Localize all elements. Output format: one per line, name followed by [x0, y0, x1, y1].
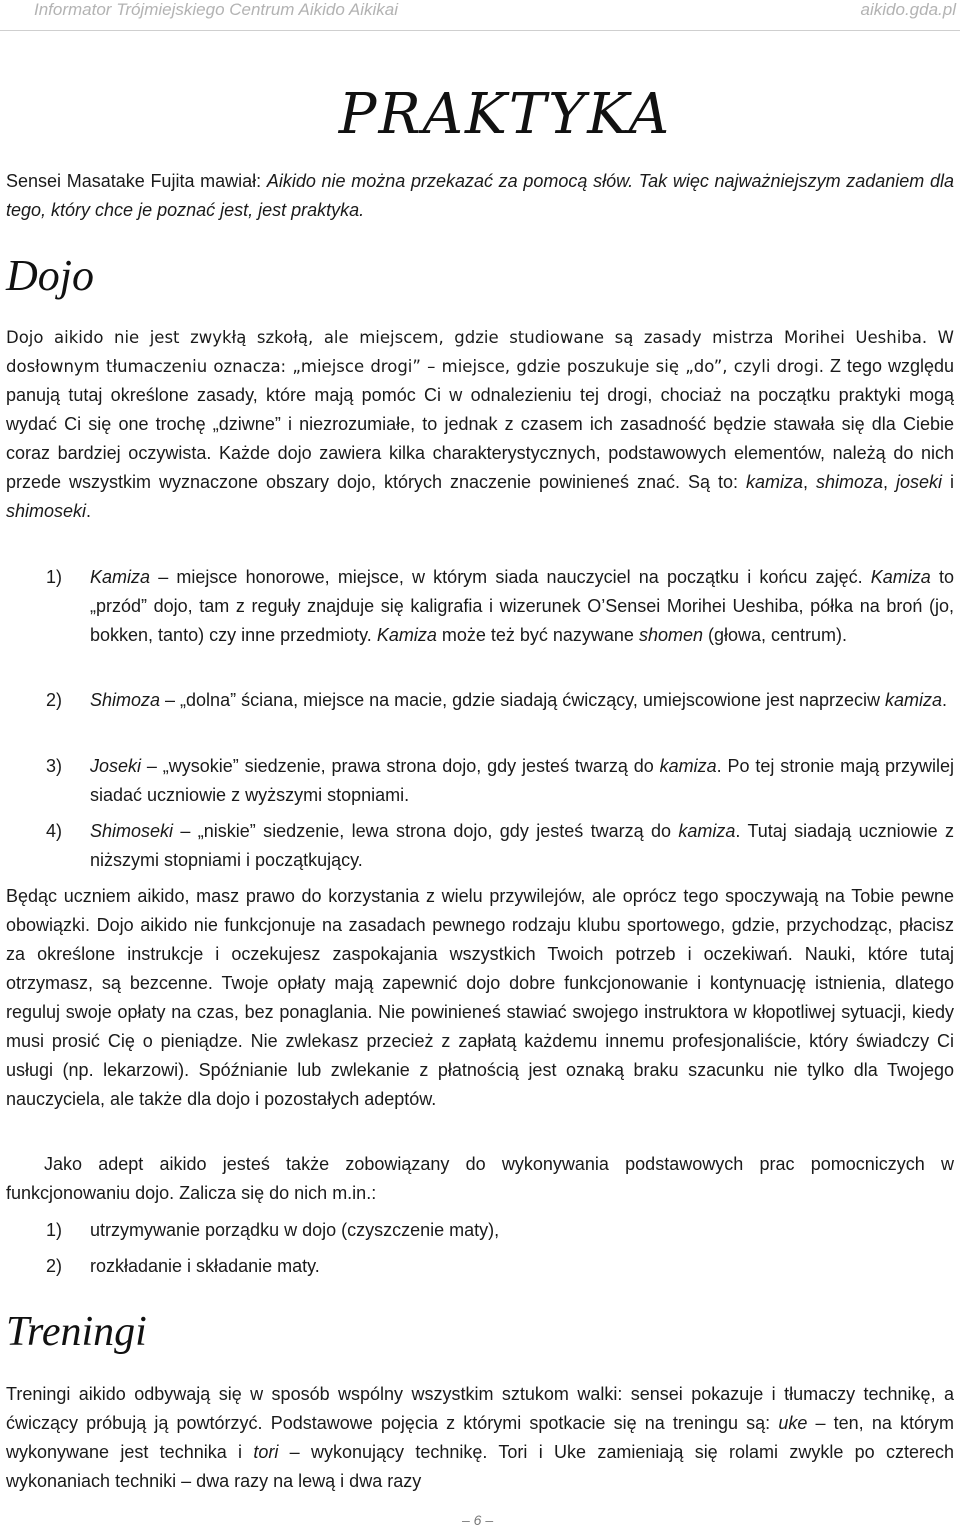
area-item-kamiza [46, 563, 954, 650]
list-number: 3) [46, 756, 63, 776]
term: kamiza [885, 690, 943, 710]
treningi-text: Treningi aikido odbywają się w sposób wspólny wszystkim sztukom walki: sensei pokazuje i tłumaczy technikę, a ćwiczący próbują ją powtórzyć. Podstawowe pojęcia z którymi spotkacie się na treningu są: [6, 1384, 954, 1433]
list-text: . [942, 690, 948, 710]
separator: i [942, 472, 954, 492]
term: Kamiza [870, 567, 931, 587]
term: kamiza [659, 756, 717, 776]
area-item-shimoseki [46, 817, 954, 875]
term: shomen [638, 625, 703, 645]
intro-text: Sensei Masatake Fujita mawiał: [6, 171, 267, 191]
list-body: rozkładanie i składanie maty. [90, 1256, 320, 1276]
intro-quote: Aikido nie można przekazać za pomocą słów. Tak więc najważniejszym zadaniem dla tego, który chce je poznać jest, jest praktyka. [6, 171, 954, 220]
list-body [90, 752, 954, 810]
area-item-joseki [46, 752, 954, 810]
treningi-text: – ten, na którym wykonywane jest technika i [6, 1413, 955, 1462]
treningi-text: – wykonujący technikę. Tori i Uke zamieniają się rolami zwykle po czterech wykonaniach techniki – dwa razy na lewą i dwa razy [6, 1442, 955, 1491]
intro-paragraph [6, 167, 954, 225]
term: Kamiza [376, 625, 437, 645]
term: Kamiza [90, 567, 151, 587]
term: Shimoseki [90, 821, 174, 841]
list-text: – „dolna” ściana, miejsce na macie, gdzie siadają ćwiczący, umiejscowione jest naprzeciw [160, 690, 886, 710]
area-item-shimoza [46, 686, 954, 715]
duties-paragraph: Będąc uczniem aikido, masz prawo do korzystania z wielu przywilejów, ale oprócz tego spoczywają na Tobie pewne obowiązki. Dojo aikido nie funkcjonuje na zasadach pewnego rodzaju klubu sportowego, gdzie, przychodząc, płacisz za określone instrukcje i oczekujesz zaspokajania wszystkich Twoich potrzeb i oczekiwań. Nauki, które tutaj otrzymasz, są bezcenne. Twoje opłaty mają zapewnić dojo dobre funkcjonowanie i kontynuację istnienia, dlatego reguluj swoje opłaty na czas, bez ponaglania. Nie powinieneś stawiać swojego instruktora w kłopotliwej sytuacji, kiedy musi prosić Cię o pieniądze. Nie zwlekasz przecież z zapłatą każdemu innemu profesjonaliście, który świadczy Ci usługi (np. lekarzowi). Spóźnianie lub zwlekanie z płatnością jest oznaką braku szacunku nie tylko dla Twojego nauczyciela, ale także dla dojo i pozostałych adeptów. [6, 886, 954, 1109]
list-text: może też być nazywane [436, 625, 639, 645]
page-number: – 6 – [462, 1512, 494, 1528]
term-uke: uke [778, 1413, 808, 1433]
list-number: 1) [46, 1220, 63, 1240]
section-heading-treningi: Treningi [6, 1309, 147, 1355]
term-kamiza: kamiza [745, 472, 803, 492]
term-shimoseki: shimoseki [6, 501, 87, 521]
section-heading-dojo: Dojo [6, 251, 94, 300]
header-publication-title: Informator Trójmiejskiego Centrum Aikido Aikikai [34, 0, 399, 19]
term-tori: tori [253, 1442, 279, 1462]
list-text: – miejsce honorowe, miejsce, w którym siada nauczyciel na początku i końcu zajęć. [150, 567, 871, 587]
list-text: (głowa, centrum). [703, 625, 848, 645]
term-shimoza: shimoza [815, 472, 884, 492]
list-number: 4) [46, 821, 63, 841]
list-text: to „przód” dojo, tam z reguły znajduje się kaligrafia i wizerunek O’Sensei Morihei Ueshiba, półka na broń (jo, bokken, tanto) czy inne przedmioty. [90, 567, 954, 645]
term-joseki: joseki [896, 472, 943, 492]
page-title: PRAKTYKA [338, 82, 672, 147]
list-number: 2) [46, 1256, 63, 1276]
page-header [0, 0, 960, 31]
list-body: utrzymywanie porządku w dojo (czyszczenie maty), [90, 1220, 500, 1240]
treningi-paragraph [6, 1380, 954, 1496]
term: Shimoza [90, 690, 161, 710]
helper-duties-paragraph: Jako adept aikido jesteś także zobowiązany do wykonywania podstawowych prac pomocniczych w funkcjonowaniu dojo. Zalicza się do nich m.in.: [6, 1154, 954, 1203]
list-text: – „wysokie” siedzenie, prawa strona dojo, gdy jesteś twarzą do [141, 756, 660, 776]
list-text: – „niskie” siedzenie, lewa strona dojo, gdy jesteś twarzą do [173, 821, 679, 841]
list-body [90, 817, 954, 875]
separator: , [883, 472, 896, 492]
term: Joseki [90, 756, 142, 776]
list-body [90, 686, 954, 715]
dojo-text-rest: Z tego względu panują tutaj określone zasady, które mają pomóc Ci w odnalezieniu tej drogi, chociaż na początku praktyki mogą wydać Ci się one trochę „dziwne” i niezrozumiałe, to jednak z czasem ich zasadność będzie stawała się dla Ciebie coraz bardziej oczywista. Każde dojo zawiera kilka charakterystycznych, podstawowych elementów, należą do nich przede wszystkim wyznaczone obszary dojo, których znaczenie powinieneś znać. Są to: [6, 356, 954, 492]
dojo-text-start: Dojo aikido nie jest zwykłą szkołą, ale miejscem, gdzie studiowane są zasady mistrza Morihei Ueshiba. W dosłownym tłumaczeniu oznacza: „miejsce drogi” – miejsce, gdzie poszukuje się „do”, czyli drogi. [6, 328, 954, 376]
list-text: . Tutaj siadają uczniowie z niższymi stopniami i początkujący. [90, 821, 954, 870]
dojo-paragraph [6, 323, 954, 526]
list-text: . Po tej stronie mają przywilej siadać uczniowie z wyższymi stopniami. [90, 756, 954, 805]
task-item [46, 1216, 954, 1245]
term: kamiza [678, 821, 736, 841]
list-body [90, 563, 954, 650]
task-item [46, 1252, 954, 1281]
list-number: 1) [46, 567, 63, 587]
list-number: 2) [46, 690, 63, 710]
separator: . [86, 501, 92, 521]
header-website: aikido.gda.pl [860, 0, 956, 19]
separator: , [803, 472, 816, 492]
